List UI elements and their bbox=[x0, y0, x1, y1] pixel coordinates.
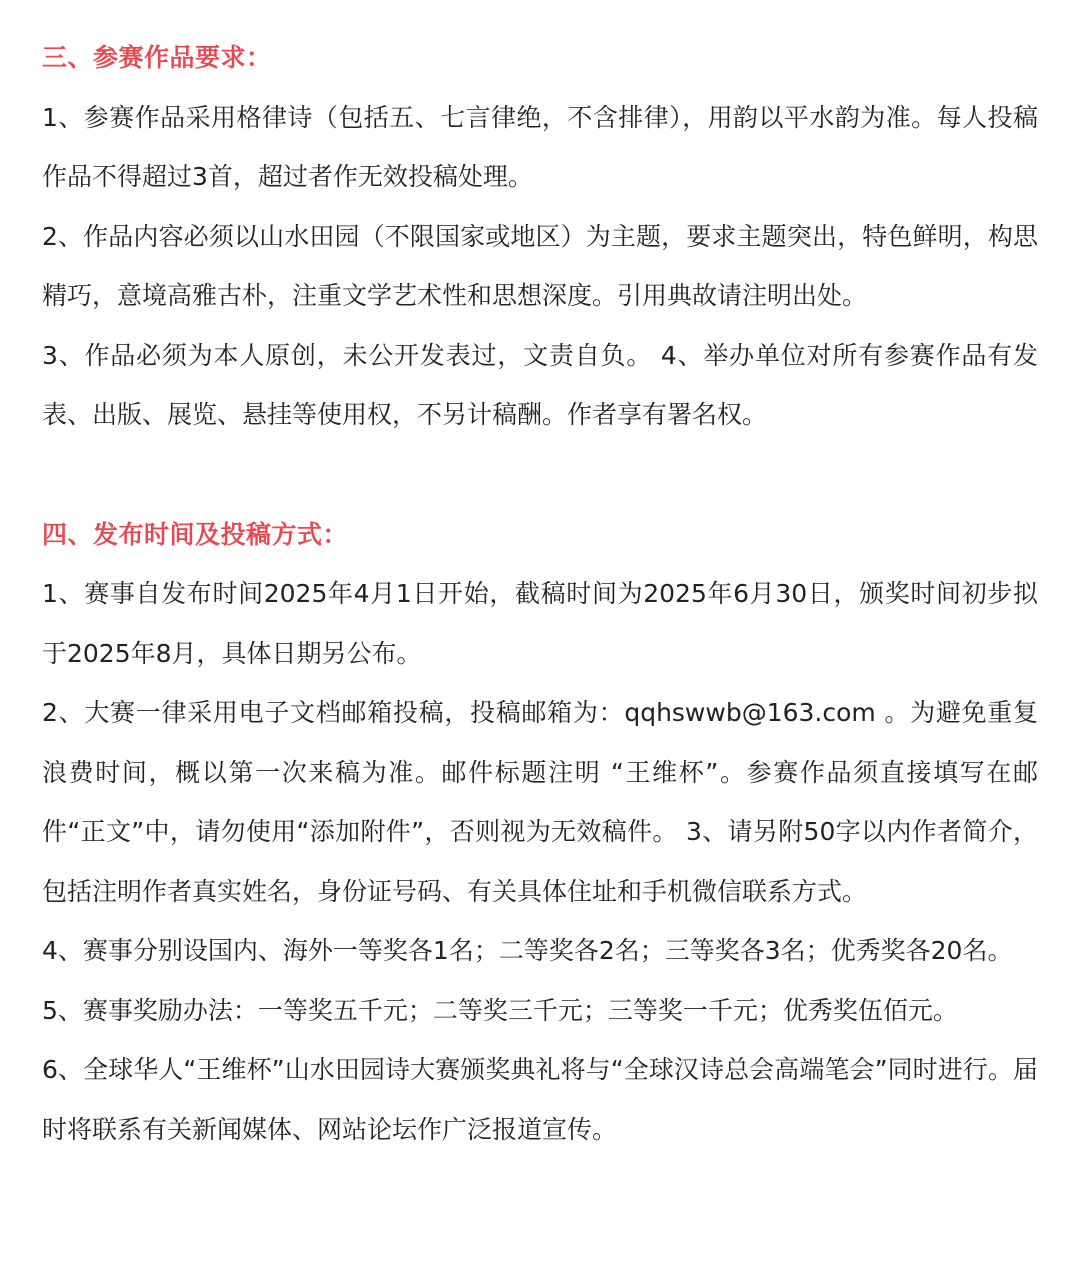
section-4-paragraph-4: 5、赛事奖励办法：一等奖五千元；二等奖三千元；三等奖一千元；优秀奖伍佰元。 bbox=[42, 995, 958, 1025]
section-3-paragraph-1: 1、参赛作品采用格律诗（包括五、七言律绝，不含排律），用韵以平水韵为准。每人投稿作品不得超过3首，超过者作无效投稿处理。 bbox=[42, 102, 1038, 191]
section-3-paragraph-2: 2、作品内容必须以山水田园（不限国家或地区）为主题，要求主题突出，特色鲜明，构思精巧，意境高雅古朴，注重文学艺术性和思想深度。引用典故请注明出处。 bbox=[42, 221, 1038, 310]
section-4-paragraph-5: 6、全球华人“王维杯”山水田园诗大赛颁奖典礼将与“全球汉诗总会高端笔会”同时进行。届时将联系有关新闻媒体、网站论坛作广泛报道宣传。 bbox=[42, 1055, 1038, 1144]
section-3-paragraph-3: 3、作品必须为本人原创，未公开发表过，文责自负。 4、举办单位对所有参赛作品有发表、出版、展览、悬挂等使用权，不另计稿酬。作者享有署名权。 bbox=[42, 340, 1038, 429]
section-4-paragraph-2: 2、大赛一律采用电子文档邮箱投稿，投稿邮箱为：qqhswwb@163.com 。为避免重复浪费时间，概以第一次来稿为准。邮件标题注明 “王维杯”。参赛作品须直接填写在邮件“正文”中，请勿使用“添加附件”，否则视为无效稿件。 3、请另附50字以内作者简介，包括注明作者真实姓名，身份证号码、有关具体住址和手机微信联系方式。 bbox=[42, 698, 1038, 906]
section-4-title: 四、发布时间及投稿方式： bbox=[42, 519, 349, 549]
section-4-paragraph-1: 1、赛事自发布时间2025年4月1日开始，截稿时间为2025年6月30日，颁奖时间初步拟于2025年8月，具体日期另公布。 bbox=[42, 579, 1038, 668]
section-3-title: 三、参赛作品要求： bbox=[42, 43, 272, 72]
section-4-paragraph-3: 4、赛事分别设国内、海外一等奖各1名；二等奖各2名；三等奖各3名；优秀奖各20名。 bbox=[42, 936, 1013, 965]
